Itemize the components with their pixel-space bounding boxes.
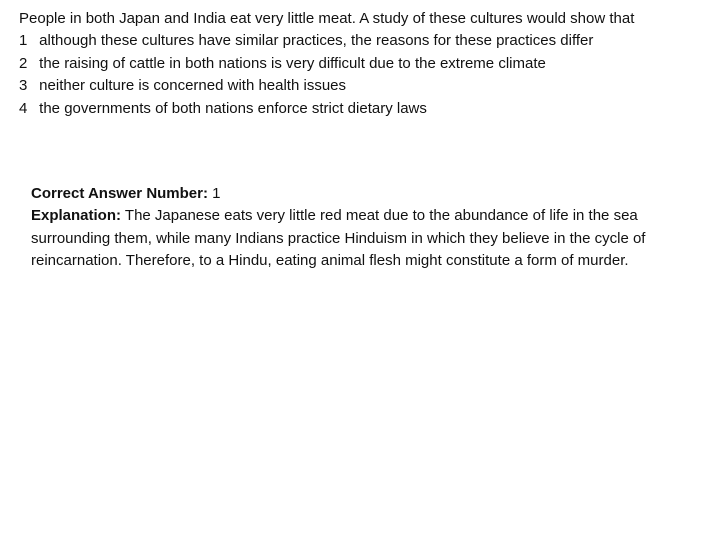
answer-choice-1 — [19, 30, 679, 52]
answer-block — [31, 183, 681, 273]
question-stem: People in both Japan and India eat very little meat. A study of these cultures would show that — [19, 10, 635, 27]
choice-text: the raising of cattle in both nations is very difficult due to the extreme climate — [39, 54, 546, 72]
explanation-text: The Japanese eats very little red meat due to the abundance of life in the sea surrounding them, while many Indians practice Hinduism in which they believe in the cycle of reincarnation. Therefore, to a Hindu, eating animal flesh might constitute a form of murder. — [31, 207, 646, 270]
choice-text: although these cultures have similar practices, the reasons for these practices differ — [39, 32, 594, 50]
correct-answer-label: Correct Answer Number: — [31, 185, 208, 202]
correct-answer-number: 1 — [212, 185, 221, 202]
question-block — [19, 8, 679, 120]
answer-choice-2 — [19, 53, 679, 75]
choice-number: 2 — [19, 54, 28, 72]
explanation-paragraph — [31, 205, 681, 272]
answer-choice-4 — [19, 98, 679, 120]
choice-number: 3 — [19, 77, 28, 95]
choice-number: 1 — [19, 32, 28, 50]
answer-choice-3 — [19, 75, 679, 97]
correct-answer-line — [31, 183, 681, 205]
choice-text: neither culture is concerned with health issues — [39, 77, 347, 95]
explanation-label: Explanation: — [31, 207, 122, 225]
choice-text: the governments of both nations enforce strict dietary laws — [39, 99, 427, 117]
choice-number: 4 — [19, 99, 28, 117]
answer-choices — [19, 30, 679, 120]
